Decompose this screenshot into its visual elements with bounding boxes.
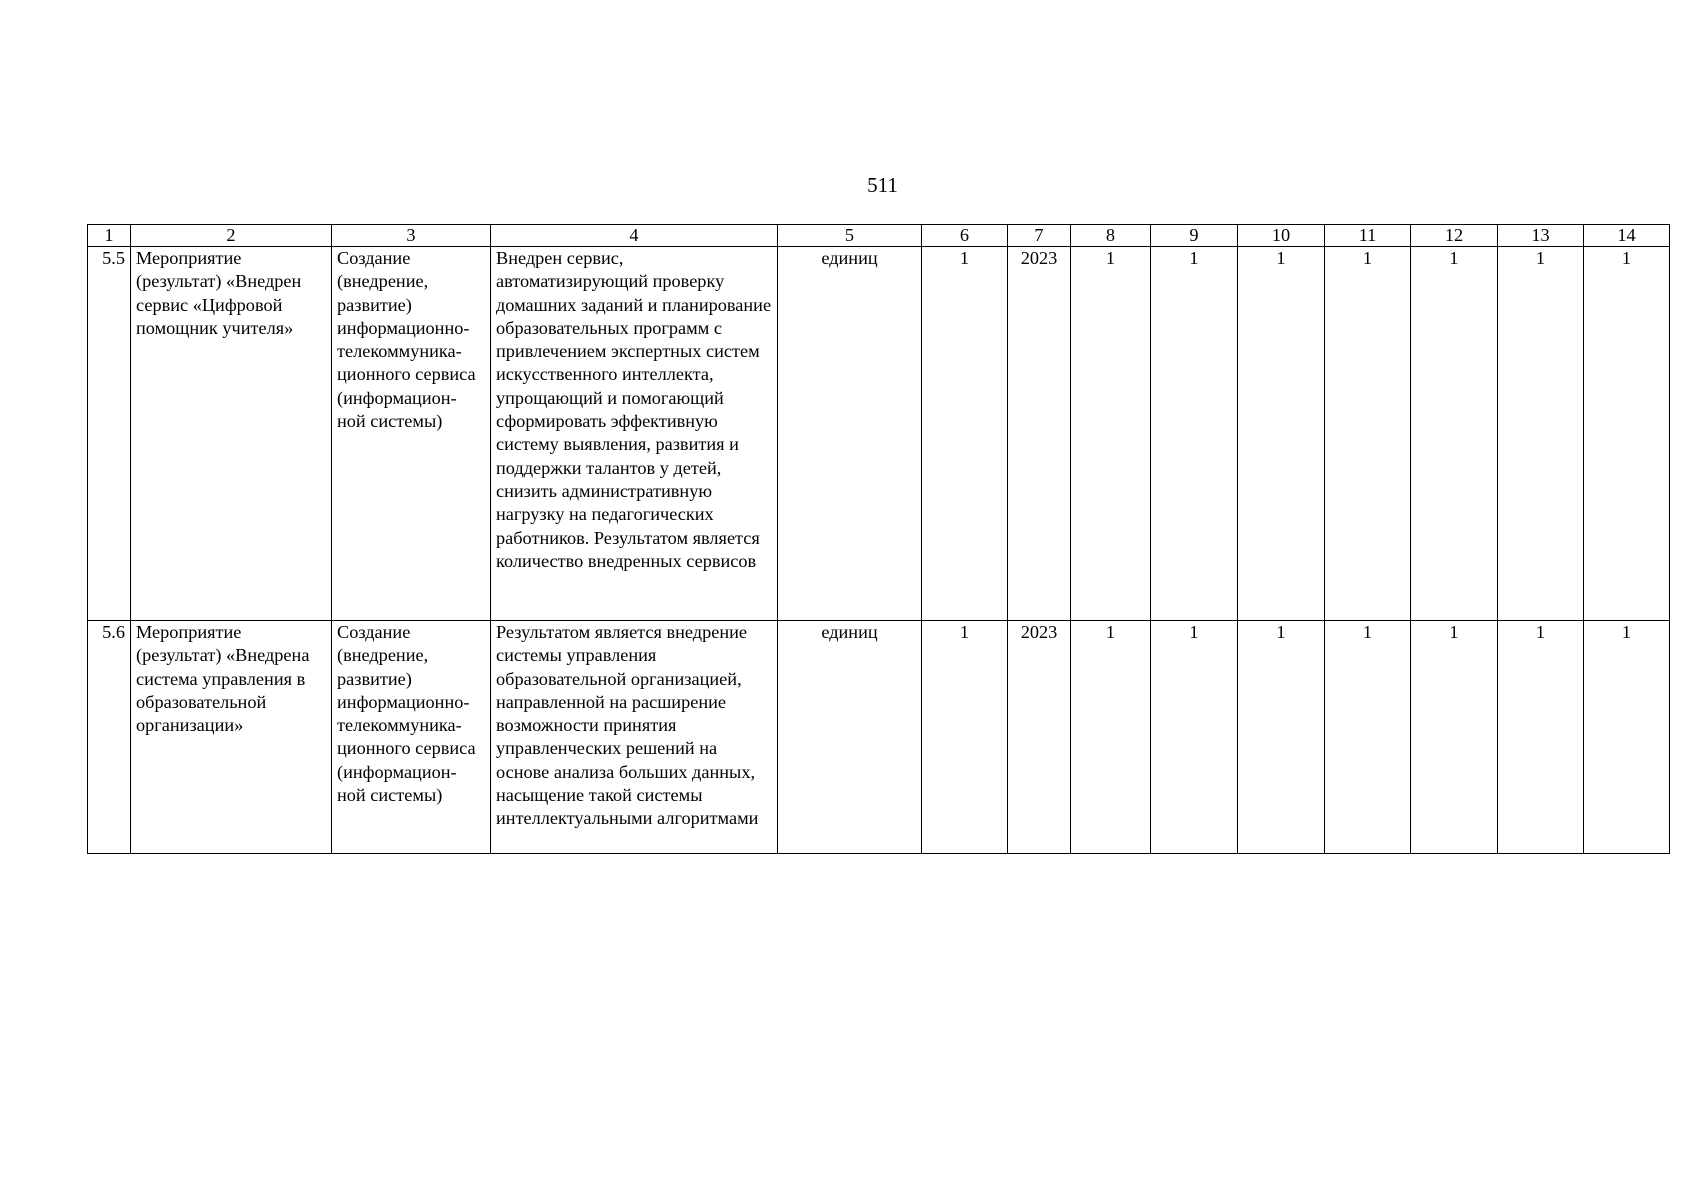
page-number: 511 (867, 173, 898, 197)
value-cell: 1 (1071, 621, 1151, 854)
event-name: Мероприятие (результат) «Внедрена система управления в образовательной организации» (131, 621, 332, 854)
column-header: 11 (1325, 225, 1411, 247)
column-header: 4 (491, 225, 778, 247)
value-cell: 1 (1238, 247, 1325, 621)
column-header: 13 (1498, 225, 1584, 247)
table-row (88, 247, 1670, 621)
value-cell: 1 (1411, 621, 1498, 854)
value-cell: 1 (922, 621, 1008, 854)
value-cell: 1 (1584, 621, 1670, 854)
column-header: 7 (1008, 225, 1071, 247)
table-row (88, 621, 1670, 854)
results-table (87, 224, 1670, 854)
value-cell: 1 (1325, 621, 1411, 854)
column-header: 3 (332, 225, 491, 247)
unit-cell: единиц (778, 621, 922, 854)
event-description: Результатом является внедрение системы управления образовательной организацией, направленной на расширение возможности принятия управленческих решений на основе анализа больших данных, насыщение такой системы интеллектуальными алгоритмами (491, 621, 778, 854)
row-number: 5.5 (88, 247, 131, 621)
year-cell: 2023 (1008, 247, 1071, 621)
value-cell: 1 (1071, 247, 1151, 621)
event-type: Создание (внедрение, развитие) информационно-телекоммуника-ционного сервиса (информацион-ной системы) (332, 621, 491, 854)
column-header: 14 (1584, 225, 1670, 247)
value-cell: 1 (922, 247, 1008, 621)
value-cell: 1 (1151, 621, 1238, 854)
value-cell: 1 (1411, 247, 1498, 621)
column-header: 1 (88, 225, 131, 247)
column-header: 8 (1071, 225, 1151, 247)
event-name: Мероприятие (результат) «Внедрен сервис «Цифровой помощник учителя» (131, 247, 332, 621)
column-header: 6 (922, 225, 1008, 247)
column-number-row (88, 225, 1670, 247)
value-cell: 1 (1151, 247, 1238, 621)
event-type: Создание (внедрение, развитие) информационно-телекоммуника-ционного сервиса (информацион-ной системы) (332, 247, 491, 621)
value-cell: 1 (1584, 247, 1670, 621)
unit-cell: единиц (778, 247, 922, 621)
value-cell: 1 (1498, 247, 1584, 621)
column-header: 12 (1411, 225, 1498, 247)
column-header: 9 (1151, 225, 1238, 247)
row-number: 5.6 (88, 621, 131, 854)
value-cell: 1 (1498, 621, 1584, 854)
year-cell: 2023 (1008, 621, 1071, 854)
column-header: 10 (1238, 225, 1325, 247)
column-header: 2 (131, 225, 332, 247)
value-cell: 1 (1325, 247, 1411, 621)
column-header: 5 (778, 225, 922, 247)
value-cell: 1 (1238, 621, 1325, 854)
event-description: Внедрен сервис, автоматизирующий проверку домашних заданий и планирование образовательных программ с привлечением экспертных систем искусственного интеллекта, упрощающий и помогающий сформировать эффективную систему выявления, развития и поддержки талантов у детей, снизить административную нагрузку на педагогических работников. Результатом является количество внедренных сервисов (491, 247, 778, 621)
